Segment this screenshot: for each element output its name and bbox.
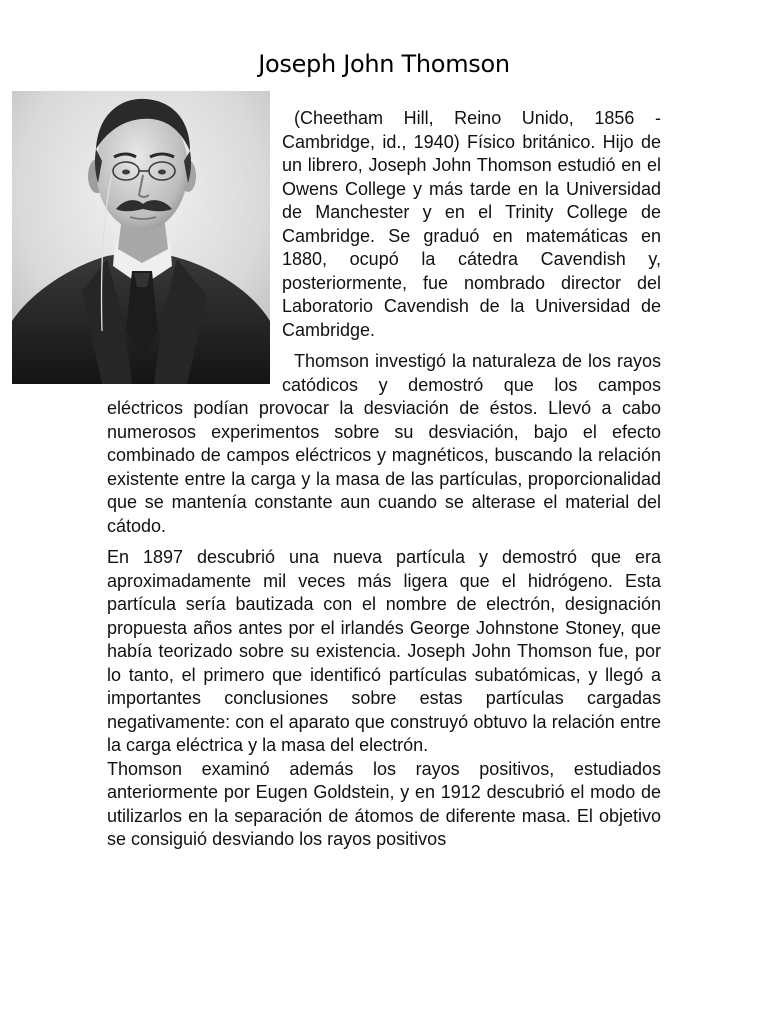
page-title: Joseph John Thomson [258, 50, 510, 78]
paragraph-positive-rays: Thomson examinó además los rayos positivos, estudiados anteriormente por Eugen Goldstein, y en 1912 descubrió el modo de utilizarlos en la separación de átomos de diferente masa. El objetivo se consiguió desviando los rayos positivos [107, 758, 661, 849]
portrait-wrap-space [107, 107, 282, 383]
article-text [107, 107, 661, 852]
paragraph-electron: En 1897 descubrió una nueva partícula y demostró que era aproximadamente mil veces más ligera que el hidrógeno. Esta partícula sería bautizada con el nombre de electrón, designación propuesta años antes por el irlandés George Johnstone Stoney, que había teorizado sobre su existencia. Joseph John Thomson fue, por lo tanto, el primero que identificó partículas subatómicas, y llegó a importantes conclusiones sobre estas partículas cargadas negativamente: con el aparato que construyó obtuvo la relación entre la carga eléctrica y la masa del electrón. [107, 547, 661, 755]
paragraph-cathode-rays: Thomson investigó la naturaleza de los rayos catódicos y demostró que los campos eléctricos podían provocar la desviación de éstos. Llevó a cabo numerosos experimentos sobre su desviación, bajo el efecto combinado de campos eléctricos y magnéticos, buscando la relación existente entre la carga y la masa de las partículas, proporcionalidad que se mantenía constante aun cuando se alterase el material del cátodo. [107, 351, 661, 536]
paragraph-intro: (Cheetham Hill, Reino Unido, 1856 - Cambridge, id., 1940) Físico británico. Hijo de un librero, Joseph John Thomson estudió en el Owens College y más tarde en la Universidad de Manchester y en el Trinity College de Cambridge. Se graduó en matemáticas en 1880, ocupó la cátedra Cavendish y, posteriormente, fue nombrado director del Laboratorio Cavendish de la Universidad de Cambridge. [282, 108, 661, 340]
